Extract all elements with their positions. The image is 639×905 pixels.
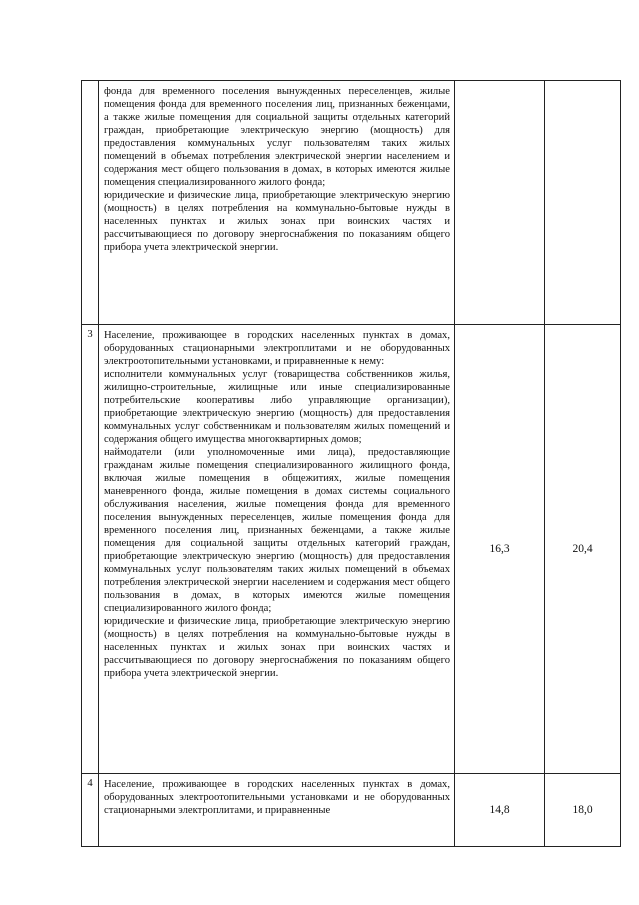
tariff-value-2: 18,0 — [545, 774, 621, 847]
paragraph: Население, проживающее в городских населенных пунктах в домах, оборудованных стационарными электроплитами и не оборудованных электроотопительными установками, и приравненные к нему: — [104, 330, 450, 367]
paragraph: Население, проживающее в городских населенных пунктах в домах, оборудованных электроотопительными установками и не оборудованных стационарными электроплитами, и приравненные — [104, 779, 450, 816]
table-row — [82, 325, 621, 774]
tariff-value-2: 20,4 — [545, 325, 621, 774]
row-description — [99, 774, 455, 847]
row-number: 3 — [82, 325, 99, 774]
tariff-value-2 — [545, 81, 621, 325]
paragraph: фонда для временного поселения вынужденных переселенцев, жилые помещения фонда для временного поселения лиц, признанных беженцами, а также жилые помещения для социальной защиты отдельных категорий граждан, приобретающие электрическую энергию (мощность) для предоставления коммунальных услуг пользователям таких жилых помещений в объемах потребления электрической энергии населением и содержания мест общего пользования в домах, в которых имеются жилые помещения специализированного жилого фонда; — [104, 86, 450, 188]
row-number — [82, 81, 99, 325]
paragraph: юридические и физические лица, приобретающие электрическую энергию (мощность) в целях потребления на коммунально-бытовые нужды в населенных пунктах и жилых зонах при воинских частях и рассчитывающиеся по договору энергоснабжения по показаниям общего прибора учета электрической энергии. — [104, 190, 450, 253]
tariff-table — [81, 80, 621, 847]
paragraph: юридические и физические лица, приобретающие электрическую энергию (мощность) в целях потребления на коммунально-бытовые нужды в населенных пунктах и жилых зонах при воинских частях и рассчитывающиеся по договору энергоснабжения по показаниям общего прибора учета электрической энергии. — [104, 616, 450, 679]
paragraph: исполнители коммунальных услуг (товарищества собственников жилья, жилищно-строительные, жилищные или иные специализированные потребительские кооперативы либо управляющие организации), приобретающие электрическую энергию (мощность) для предоставления коммунальных услуг собственникам и пользователям жилых помещений и содержания общего имущества многоквартирных домов; — [104, 369, 450, 445]
table-row — [82, 81, 621, 325]
tariff-value-1: 14,8 — [455, 774, 545, 847]
table-row — [82, 774, 621, 847]
row-number: 4 — [82, 774, 99, 847]
tariff-value-1: 16,3 — [455, 325, 545, 774]
row-description — [99, 325, 455, 774]
row-description — [99, 81, 455, 325]
tariff-value-1 — [455, 81, 545, 325]
paragraph: наймодатели (или уполномоченные ими лица), предоставляющие гражданам жилые помещения специализированного жилищного фонда, включая жилые помещения в общежитиях, жилые помещения маневренного фонда, жилые помещения в домах системы социального обслуживания населения, жилые помещения фонда для временного поселения вынужденных переселенцев, жилые помещения фонда для временного поселения лиц, признанных беженцами, а также жилые помещения для социальной защиты отдельных категорий граждан, приобретающие электрическую энергию (мощность) для предоставления коммунальных услуг пользователям таких жилых помещений в объемах потребления электрической энергии населением и содержания мест общего пользования в домах, в которых имеются жилые помещения специализированного жилого фонда; — [104, 447, 450, 614]
